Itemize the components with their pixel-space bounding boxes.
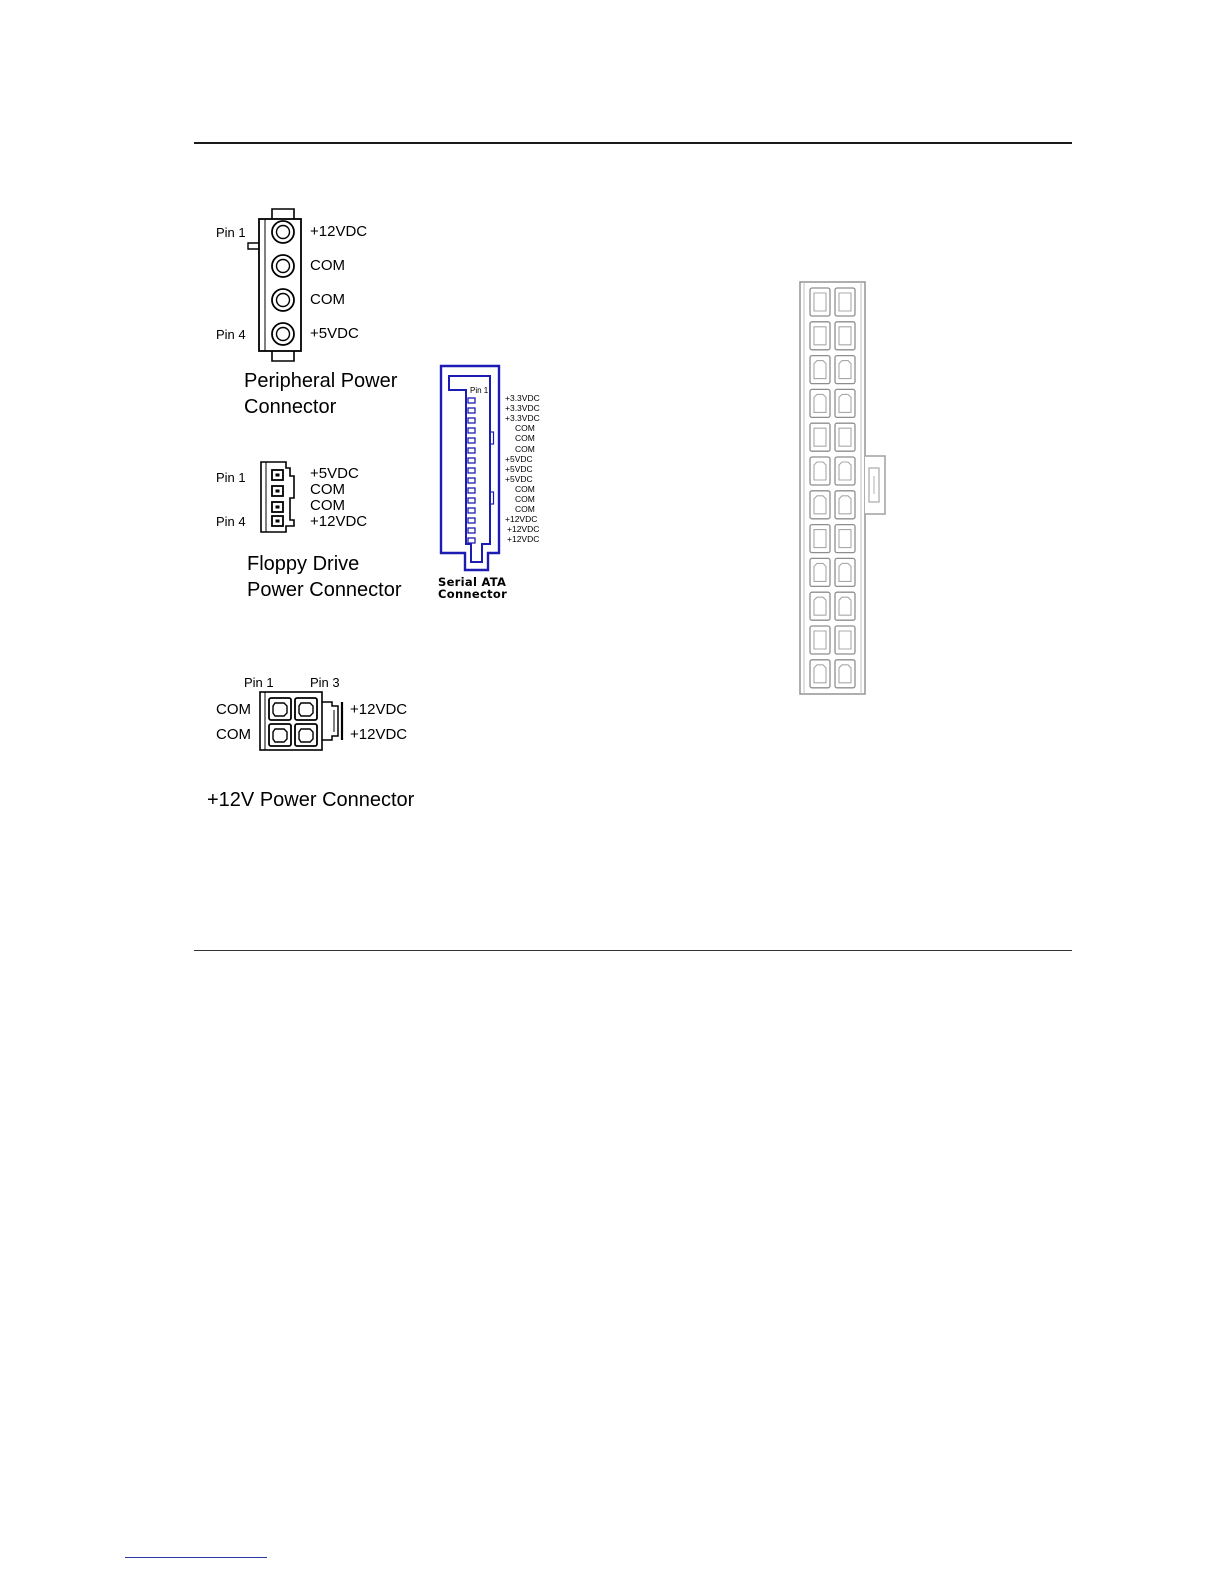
atx-pin-cavity [835, 491, 855, 519]
floppy-signal-2: COM [310, 481, 345, 498]
sata-signal-label: +3.3VDC [505, 413, 540, 424]
sata-signal-label: +12VDC [507, 524, 540, 535]
sata-title-line2: Connector [438, 587, 508, 601]
peripheral-signal-4: +5VDC [310, 325, 359, 342]
atx-pin-cavity [835, 423, 855, 451]
atx-pin-cavity [835, 525, 855, 553]
atx-pin-cavity [835, 660, 855, 688]
atx-pin-cavity [835, 592, 855, 620]
atx-pin-cavity [835, 626, 855, 654]
floppy-signal-1: +5VDC [310, 465, 359, 482]
atx-pin-cavity [835, 457, 855, 485]
floppy-pin4-label: Pin 4 [216, 514, 246, 529]
sata-signal-label: COM [515, 433, 535, 444]
floppy-title-line2: Power Connector [247, 579, 402, 601]
sata-title-line1: Serial ATA [438, 575, 507, 589]
twelve-v-right-signal-1: +12VDC [350, 701, 408, 718]
twelve-v-connector-drawing [256, 688, 352, 754]
atx-pin-cavity [810, 525, 830, 553]
atx-pin-cavity [835, 558, 855, 586]
atx-pin-cavity [835, 356, 855, 384]
peripheral-title-line2: Connector [244, 396, 337, 418]
sata-signal-label: +5VDC [505, 453, 533, 464]
floppy-connector-drawing [256, 458, 306, 538]
top-rule [194, 142, 1072, 144]
atx-pin-cavity [810, 356, 830, 384]
twelve-v-title: +12V Power Connector [207, 789, 415, 811]
atx-pin-cavity [810, 558, 830, 586]
atx-connector-drawing [790, 276, 890, 700]
atx-pin-cavity [810, 288, 830, 316]
sata-signal-label: COM [515, 504, 535, 515]
peripheral-connector-drawing [240, 205, 310, 365]
atx-pin-cavity [810, 389, 830, 417]
floppy-title-line1: Floppy Drive [247, 553, 360, 575]
atx-pin-cavity [810, 491, 830, 519]
peripheral-title-line1: Peripheral Power [244, 370, 398, 392]
twelve-v-left-signal-1: COM [216, 701, 251, 718]
floppy-pin1-label: Pin 1 [216, 470, 246, 485]
peripheral-signal-3: COM [310, 291, 345, 308]
peripheral-pin4-label: Pin 4 [216, 327, 246, 342]
sata-signal-label: COM [515, 423, 535, 434]
atx-pin-cavity [810, 626, 830, 654]
peripheral-signal-2: COM [310, 257, 345, 274]
atx-pin-cavity [810, 457, 830, 485]
atx-pin-cavity [810, 322, 830, 350]
sata-signal-label: COM [515, 443, 535, 454]
atx-pin-cavity [835, 288, 855, 316]
sata-signal-label: +5VDC [505, 463, 533, 474]
atx-pin-cavity [810, 592, 830, 620]
atx-pin-cavity [810, 660, 830, 688]
atx-pin-cavity [810, 423, 830, 451]
twelve-v-left-signal-2: COM [216, 726, 251, 743]
atx-pin-cavity [835, 389, 855, 417]
sata-signal-label: COM [515, 483, 535, 494]
floppy-signal-4: +12VDC [310, 513, 368, 530]
footnote-rule [125, 1557, 267, 1558]
sata-signal-label: +5VDC [505, 473, 533, 484]
sata-signal-label: +12VDC [505, 514, 538, 525]
twelve-v-pin1-label: Pin 1 [244, 675, 274, 690]
twelve-v-right-signal-2: +12VDC [350, 726, 408, 743]
sata-signal-label: +3.3VDC [505, 393, 540, 403]
atx-pin-cavity [835, 322, 855, 350]
sata-connector-drawing [438, 364, 504, 576]
floppy-signal-3: COM [310, 497, 345, 514]
sata-signal-label: COM [515, 494, 535, 504]
bottom-rule [194, 950, 1072, 951]
sata-pin1-label: Pin 1 [470, 386, 489, 395]
peripheral-signal-1: +12VDC [310, 223, 368, 240]
sata-signal-label: +3.3VDC [505, 403, 540, 414]
sata-signal-label: +12VDC [507, 534, 540, 545]
twelve-v-pin3-label: Pin 3 [310, 675, 340, 690]
peripheral-pin1-label: Pin 1 [216, 225, 246, 240]
